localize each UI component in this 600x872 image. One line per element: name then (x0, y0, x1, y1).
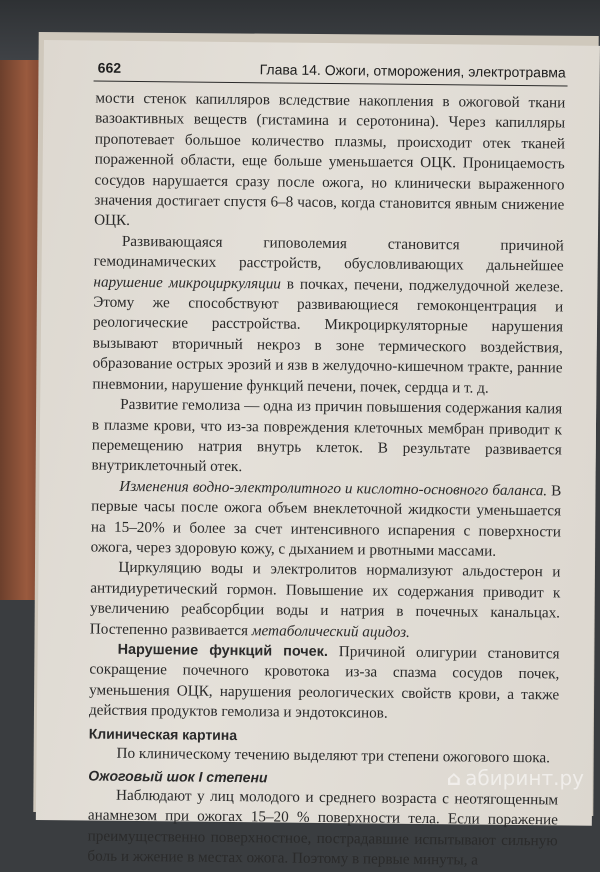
page-body (87, 89, 565, 872)
paragraph-clinical-course: По клиническому течению выделяют три степени ожогового шока. (116, 744, 551, 766)
paragraph-water-electrolyte: Изменения водно-электролитного и кислотно-основного баланса. В первые часы после ожога объем внеклеточной жидкости уменьшается на 15–20% и более за счет интенсивного испарения с поверхности ожога, через здоровую кожу, с дыханием и рвотными массами. (90, 477, 562, 560)
book-page (36, 40, 600, 869)
paragraph-aldosterone: Циркуляцию воды и электролитов нормализуют альдостерон и антидиуретический гормон. Повышение их содержания приводит к увеличению реабсорбции воды и натрия в почечных канальцах. Постепенно развивается метаболический ацидоз. (89, 559, 561, 641)
paragraph-grade-1-description: Наблюдают у лиц молодого и среднего возраста с неотягощенным анамнезом при ожогах 15–20 % поверхности тела. Если поражение преимущественно поверхностное, пострадавшие испытывают сильную боль и жжение в местах ожога. Поэтому в первые минуты, а (87, 786, 559, 869)
section-heading-clinical-picture: Клиническая картина (88, 725, 238, 743)
paragraph-capillary-permeability: мости стенок капилляров вследствие накопления в ожоговой ткани вазоактивных веществ (гистамина и серотонина). Через капилляры пропотевает большое количество плазмы, происходит отек тканей пораженной области, еще больше уменьшается ОЦК. Проницаемость сосудов нарушается сразу после ожога, но клинически выраженного значения достигает спустя 6–8 часов, когда становится явным снижение ОЦК. (94, 89, 566, 230)
watermark-text: абиринт.ру (465, 766, 584, 790)
subheading-kidney-function: Нарушение функций почек. (117, 641, 328, 660)
term-microcirculation: нарушение микроциркуляции (93, 273, 282, 293)
page-header (94, 59, 568, 87)
page-number: 662 (97, 59, 122, 76)
section-heading-burn-shock-grade-1: Ожоговый шок I степени (88, 767, 268, 786)
running-chapter-title: Глава 14. Ожоги, отморожения, электротравма (259, 61, 566, 81)
paragraph-hemolysis: Развитие гемолиза — одна из причин повышения содержания калия в плазме крови, что из-за повреждения клеточных мембран приводит к перемещению натрия внутрь клеток. В результате развивается внутриклеточный отек. (91, 395, 563, 476)
subheading-water-electrolyte: Изменения водно-электролитного и кислотно-основного баланса. (119, 477, 548, 500)
labirint-logo-icon: ⌂ (446, 766, 462, 790)
watermark (447, 766, 584, 790)
paragraph-hypovolemia: Развивающаяся гиповолемия становится причиной гемодинамических расстройств, обусловливающих дальнейшее нарушение микроциркуляции в почках, печени, поджелудочной железе. Этому же способствуют развивающиеся гемоконцентрация и реологические расстройства. Микроциркуляторные нарушения вызывают вторичный некроз в зоне термического воздействия, образование острых эрозий и язв в желудочно-кишечном тракте, ранние пневмонии, нарушение функций печени, почек, сердца и т. д. (92, 232, 564, 397)
term-metabolic-acidosis: метаболический ацидоз. (251, 621, 410, 641)
paragraph-kidney-function: Нарушение функций почек. Причиной олигурии становится сокращение почечного кровотока из-за спазма сосудов почек, уменьшения ОЦК, нарушения реологических свойств крови, а также действия продуктов гемолиза и эндотоксинов. (88, 641, 560, 722)
